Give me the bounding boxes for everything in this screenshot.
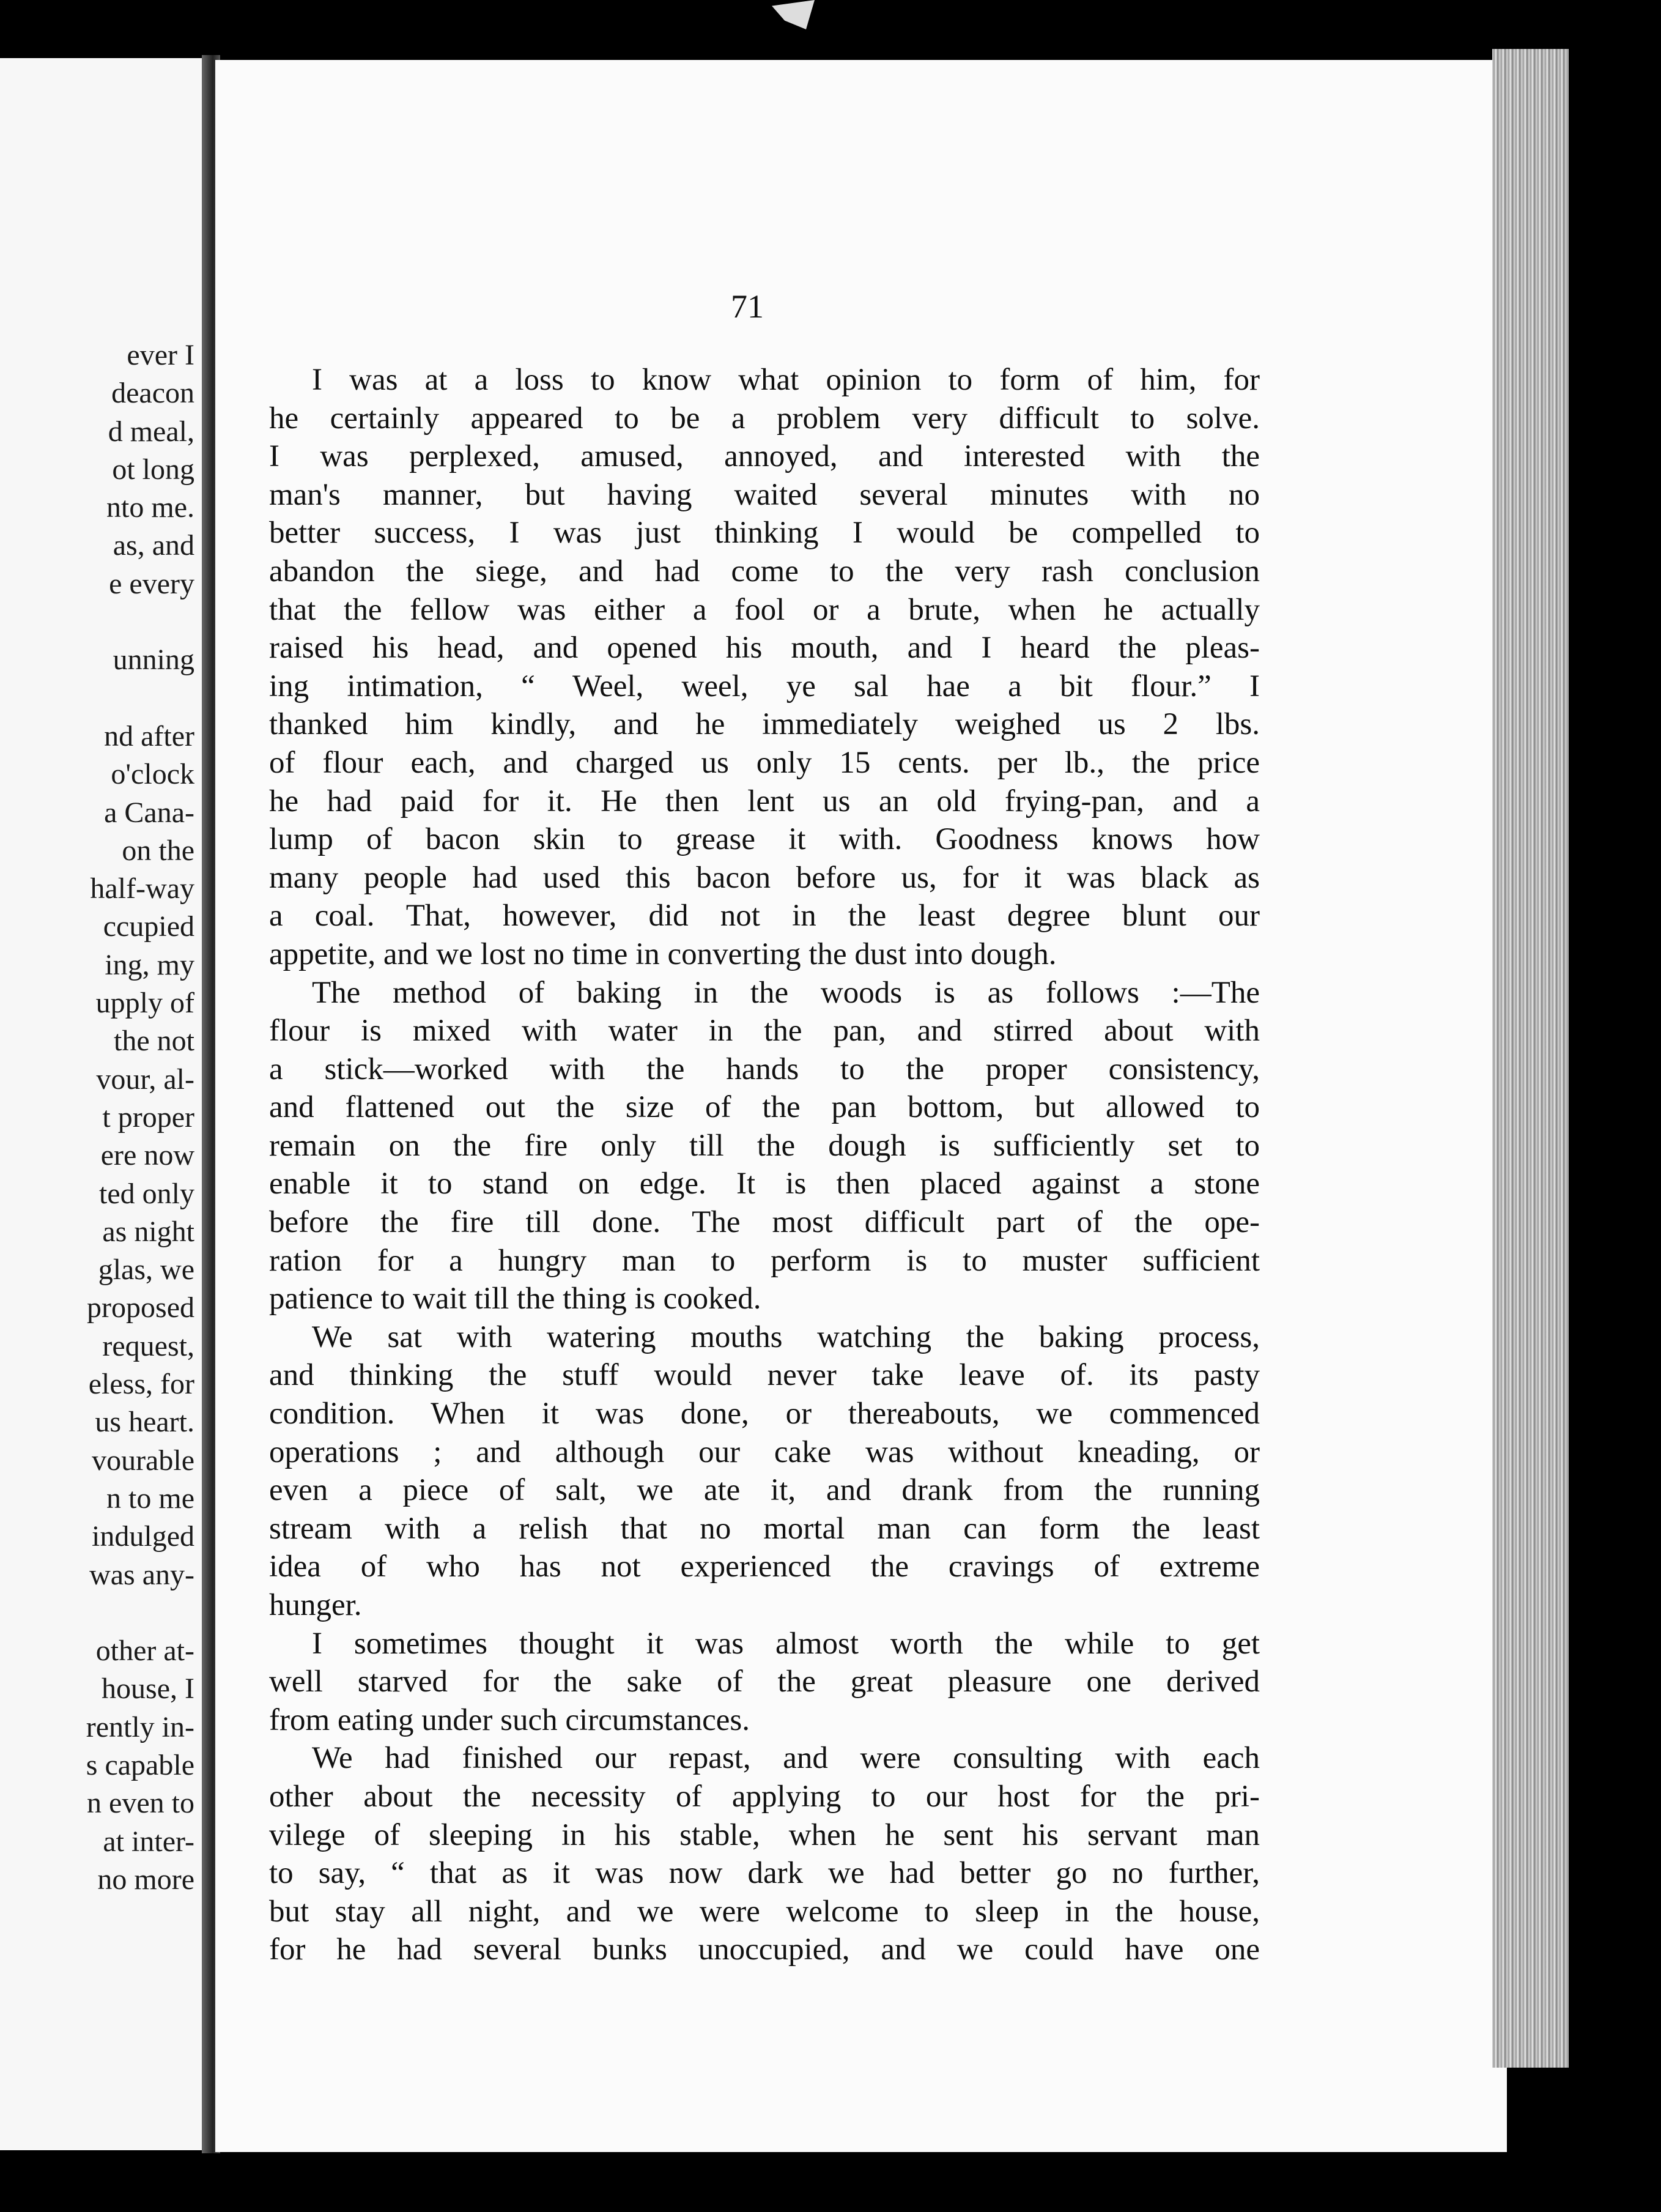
text-line: ing intimation, “ Weel, weel, ye sal hae a bit flour.” I	[269, 669, 1260, 703]
left-page-fragment	[0, 680, 194, 718]
page-edges	[1492, 49, 1569, 2068]
left-page-fragment: s capable	[86, 1748, 194, 1781]
text-line: operations ; and although our cake was without kneading, or	[269, 1434, 1260, 1469]
left-page-fragment: at inter-	[103, 1825, 194, 1858]
text-line: he had paid for it. He then lent us an old frying-pan, and a	[269, 784, 1260, 818]
left-page-fragment: upply of	[95, 987, 194, 1020]
text-line: and thinking the stuff would never take leave of. its pasty	[269, 1358, 1260, 1393]
left-page-fragment: nto me.	[106, 491, 194, 524]
left-page-fragment: as, and	[113, 529, 194, 562]
text-line: thanked him kindly, and he immediately weighed us 2 lbs.	[269, 707, 1260, 742]
left-page-fragment: indulged	[92, 1520, 194, 1553]
text-line: man's manner, but having waited several minutes with no	[269, 477, 1260, 512]
left-page-fragment: house, I	[102, 1672, 194, 1705]
left-page-fragment: ing, my	[105, 948, 194, 981]
left-page-fragment: n to me	[106, 1482, 194, 1515]
left-page-fragment: as night	[102, 1215, 194, 1248]
text-line: ration for a hungry man to perform is to muster sufficient	[269, 1243, 1260, 1278]
text-line: he certainly appeared to be a problem very difficult to solve.	[269, 401, 1260, 436]
text-line: We sat with watering mouths watching the baking process,	[312, 1319, 1260, 1354]
text-line: patience to wait till the thing is cooked.	[269, 1282, 761, 1316]
left-page-fragment: d meal,	[108, 415, 194, 448]
text-line: better success, I was just thinking I would be compelled to	[269, 516, 1260, 551]
text-line: The method of baking in the woods is as follows :—The	[312, 975, 1260, 1010]
paragraph	[269, 1318, 1260, 1625]
left-page-fragment: no more	[97, 1863, 194, 1896]
left-page-fragment	[0, 603, 194, 641]
left-page-fragment: t proper	[102, 1100, 194, 1134]
text-line: I sometimes thought it was almost worth the while to get	[312, 1626, 1260, 1661]
text-line: to say, “ that as it was now dark we had better go no further,	[269, 1856, 1260, 1891]
text-line: hunger.	[269, 1588, 362, 1622]
left-page-fragment: ted only	[99, 1177, 194, 1210]
left-page-fragment: was any-	[89, 1558, 194, 1591]
left-page-fragment: e every	[109, 567, 194, 600]
text-line: vilege of sleeping in his stable, when he sent his servant man	[269, 1817, 1260, 1852]
text-line: and flattened out the size of the pan bottom, but allowed to	[269, 1090, 1260, 1125]
left-page-fragment: ever I	[127, 339, 194, 371]
left-page-fragment: ccupied	[103, 910, 194, 943]
paragraph	[269, 361, 1260, 974]
left-page-fragment	[0, 1594, 194, 1632]
left-page-fragment: half-way	[90, 872, 194, 905]
left-page-fragment: on the	[122, 834, 194, 867]
text-line: lump of bacon skin to grease it with. Goodness knows how	[269, 822, 1260, 857]
text-line: enable it to stand on edge. It is then placed against a stone	[269, 1167, 1260, 1201]
text-line: abandon the siege, and had come to the very rash conclusion	[269, 554, 1260, 588]
left-page-fragment: glas, we	[98, 1253, 194, 1286]
text-line: raised his head, and opened his mouth, and I heard the pleas-	[269, 631, 1260, 666]
left-page-fragment: vour, al-	[96, 1063, 194, 1096]
text-line: but stay all night, and we were welcome to sleep in the house,	[269, 1894, 1260, 1929]
text-line: flour is mixed with water in the pan, and stirred about with	[269, 1014, 1260, 1048]
left-page-fragment: nd after	[104, 719, 194, 752]
text-line: appetite, and we lost no time in converting the dust into dough.	[269, 937, 1057, 971]
text-line: before the fire till done. The most difficult part of the ope-	[269, 1205, 1260, 1240]
left-page-fragment: other at-	[95, 1635, 194, 1668]
left-page-fragment: o'clock	[111, 758, 194, 791]
page-number: 71	[731, 288, 764, 325]
paragraph	[269, 1739, 1260, 1969]
left-page-fragment: unning	[113, 644, 194, 677]
body-text	[269, 361, 1260, 1969]
left-page-fragment: the not	[114, 1025, 194, 1058]
scan-artifact	[772, 0, 815, 29]
text-line: We had finished our repast, and were consulting with each	[312, 1741, 1260, 1776]
left-page-fragment: ere now	[100, 1139, 194, 1172]
text-line: of flour each, and charged us only 15 cents. per lb., the price	[269, 745, 1260, 780]
paragraph	[269, 974, 1260, 1318]
text-line: I was perplexed, amused, annoyed, and interested with the	[269, 439, 1260, 474]
left-page-fragment: proposed	[87, 1291, 194, 1324]
left-page-fragment: n even to	[87, 1787, 194, 1820]
text-line: stream with a relish that no mortal man can form the least	[269, 1511, 1260, 1546]
left-page-fragment: vourable	[92, 1444, 194, 1477]
text-line: remain on the fire only till the dough is sufficiently set to	[269, 1128, 1260, 1163]
text-line: that the fellow was either a fool or a brute, when he actually	[269, 592, 1260, 627]
text-line: for he had several bunks unoccupied, and we could have one	[269, 1932, 1260, 1967]
text-line: idea of who has not experienced the cravings of extreme	[269, 1550, 1260, 1584]
text-line: even a piece of salt, we ate it, and drank from the running	[269, 1473, 1260, 1508]
paragraph	[269, 1625, 1260, 1740]
left-page-fragment: eless, for	[88, 1368, 194, 1401]
left-page-fragment: us heart.	[95, 1406, 194, 1439]
left-page-fragment: deacon	[111, 377, 194, 410]
text-line: I was at a loss to know what opinion to form of him, for	[312, 363, 1260, 397]
text-line: condition. When it was done, or thereabouts, we commenced	[269, 1397, 1260, 1431]
text-line: other about the necessity of applying to our host for the pri-	[269, 1779, 1260, 1814]
text-line: a stick—worked with the hands to the proper consistency,	[269, 1052, 1260, 1086]
text-line: many people had used this bacon before us, for it was black as	[269, 860, 1260, 895]
left-page-fragment: rently in-	[86, 1710, 194, 1743]
left-page-fragment: a Cana-	[104, 796, 194, 829]
text-line: from eating under such circumstances.	[269, 1702, 750, 1737]
left-facing-page	[0, 58, 207, 2150]
text-line: a coal. That, however, did not in the least degree blunt our	[269, 899, 1260, 933]
left-page-fragment: ot long	[112, 453, 194, 486]
text-line: well starved for the sake of the great pleasure one derived	[269, 1665, 1260, 1699]
left-page-fragment: request,	[102, 1329, 194, 1362]
left-page-text-fragments	[0, 336, 194, 1899]
